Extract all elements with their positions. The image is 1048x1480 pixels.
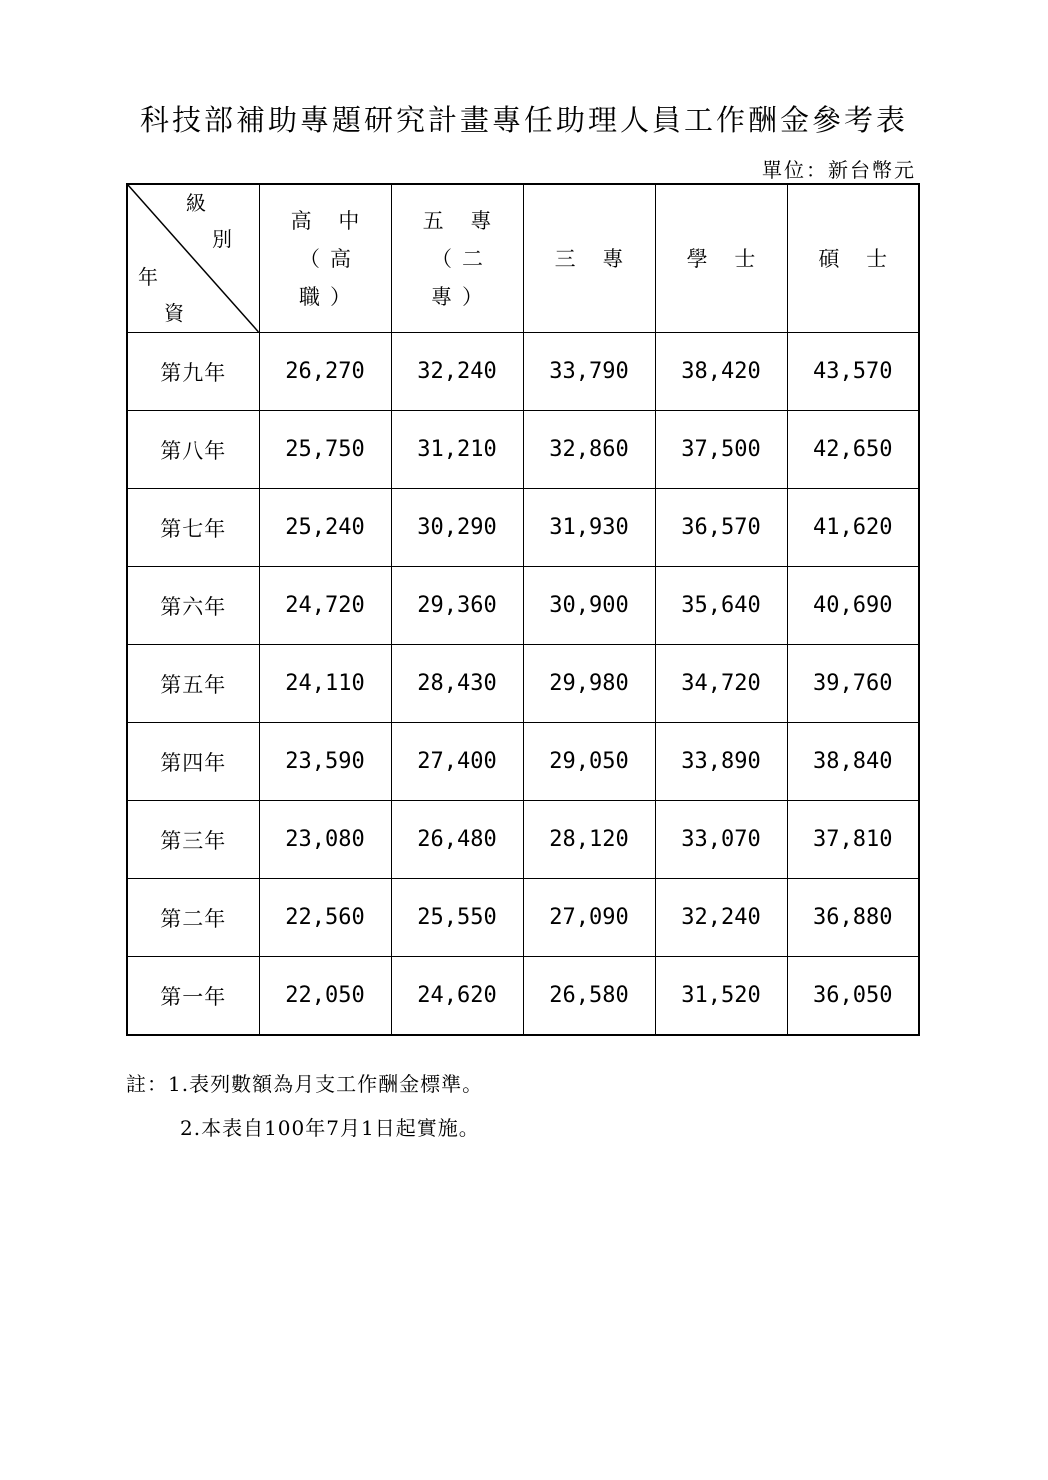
- table-cell: 36,570: [655, 489, 787, 567]
- table-cell: 37,810: [787, 801, 919, 879]
- table-row: [127, 411, 919, 489]
- table-cell: 23,590: [259, 723, 391, 801]
- table-cell: 31,520: [655, 957, 787, 1036]
- row-year-label: 第八年: [127, 411, 259, 489]
- row-year-label: 第六年: [127, 567, 259, 645]
- corner-label-seniority-2: 資: [164, 301, 184, 325]
- table-cell: 43,570: [787, 333, 919, 411]
- note-1: 註：1.表列數額為月支工作酬金標準。: [126, 1072, 484, 1096]
- table-cell: 37,500: [655, 411, 787, 489]
- column-header-line1: 三 專: [554, 246, 634, 271]
- notes-section: [126, 1062, 483, 1150]
- row-year-label: 第一年: [127, 957, 259, 1036]
- table-cell: 26,480: [391, 801, 523, 879]
- table-cell: 31,930: [523, 489, 655, 567]
- table-cell: 41,620: [787, 489, 919, 567]
- row-year-label: 第二年: [127, 879, 259, 957]
- table-cell: 22,050: [259, 957, 391, 1036]
- table-cell: 24,720: [259, 567, 391, 645]
- table-cell: 28,430: [391, 645, 523, 723]
- table-cell: 40,690: [787, 567, 919, 645]
- table-cell: 36,050: [787, 957, 919, 1036]
- table-cell: 33,070: [655, 801, 787, 879]
- table-cell: 39,760: [787, 645, 919, 723]
- row-year-label: 第四年: [127, 723, 259, 801]
- corner-label-level-2: 別: [212, 227, 232, 251]
- table-header-row: [127, 184, 919, 333]
- table-cell: 23,080: [259, 801, 391, 879]
- column-header: [787, 184, 919, 333]
- table-cell: 42,650: [787, 411, 919, 489]
- note-2: 2.本表自100年7月1日起實施。: [180, 1116, 480, 1140]
- column-header: [523, 184, 655, 333]
- table-cell: 32,240: [655, 879, 787, 957]
- table-row: [127, 879, 919, 957]
- table-cell: 25,750: [259, 411, 391, 489]
- corner-label-level-1: 級: [186, 191, 206, 215]
- table-cell: 26,580: [523, 957, 655, 1036]
- table-cell: 29,360: [391, 567, 523, 645]
- table-cell: 35,640: [655, 567, 787, 645]
- table-row: [127, 567, 919, 645]
- table-row: [127, 333, 919, 411]
- column-header: [391, 184, 523, 333]
- table-cell: 29,050: [523, 723, 655, 801]
- table-cell: 24,620: [391, 957, 523, 1036]
- row-year-label: 第五年: [127, 645, 259, 723]
- row-year-label: 第七年: [127, 489, 259, 567]
- table-cell: 24,110: [259, 645, 391, 723]
- table-row: [127, 645, 919, 723]
- table-cell: 27,400: [391, 723, 523, 801]
- column-header-line1: 高 中: [290, 208, 370, 233]
- row-year-label: 第三年: [127, 801, 259, 879]
- table-row: [127, 801, 919, 879]
- table-cell: 29,980: [523, 645, 655, 723]
- table-cell: 25,240: [259, 489, 391, 567]
- table-cell: 32,240: [391, 333, 523, 411]
- row-year-label: 第九年: [127, 333, 259, 411]
- corner-header-cell: [127, 184, 259, 333]
- table-cell: 38,420: [655, 333, 787, 411]
- column-header: [655, 184, 787, 333]
- table-cell: 38,840: [787, 723, 919, 801]
- page-title: 科技部補助專題研究計畫專任助理人員工作酬金參考表: [139, 103, 908, 137]
- corner-label-seniority-1: 年: [138, 265, 158, 289]
- table-cell: 33,890: [655, 723, 787, 801]
- table-cell: 30,290: [391, 489, 523, 567]
- column-header-line2: （高 職）: [299, 246, 361, 309]
- column-header-line1: 五 專: [422, 208, 502, 233]
- table-cell: 28,120: [523, 801, 655, 879]
- table-cell: 33,790: [523, 333, 655, 411]
- currency-unit-label: 單位：新台幣元: [762, 158, 916, 182]
- table-cell: 27,090: [523, 879, 655, 957]
- table-cell: 34,720: [655, 645, 787, 723]
- column-header-line1: 學 士: [686, 246, 766, 271]
- table-cell: 31,210: [391, 411, 523, 489]
- table-row: [127, 957, 919, 1036]
- table-row: [127, 489, 919, 567]
- column-header: [259, 184, 391, 333]
- table-row: [127, 723, 919, 801]
- table-cell: 32,860: [523, 411, 655, 489]
- salary-table: [126, 183, 920, 1036]
- table-cell: 25,550: [391, 879, 523, 957]
- column-header-line2: （二 專）: [431, 246, 493, 309]
- table-cell: 26,270: [259, 333, 391, 411]
- column-header-line1: 碩 士: [818, 246, 898, 271]
- table-cell: 22,560: [259, 879, 391, 957]
- table-cell: 30,900: [523, 567, 655, 645]
- table-cell: 36,880: [787, 879, 919, 957]
